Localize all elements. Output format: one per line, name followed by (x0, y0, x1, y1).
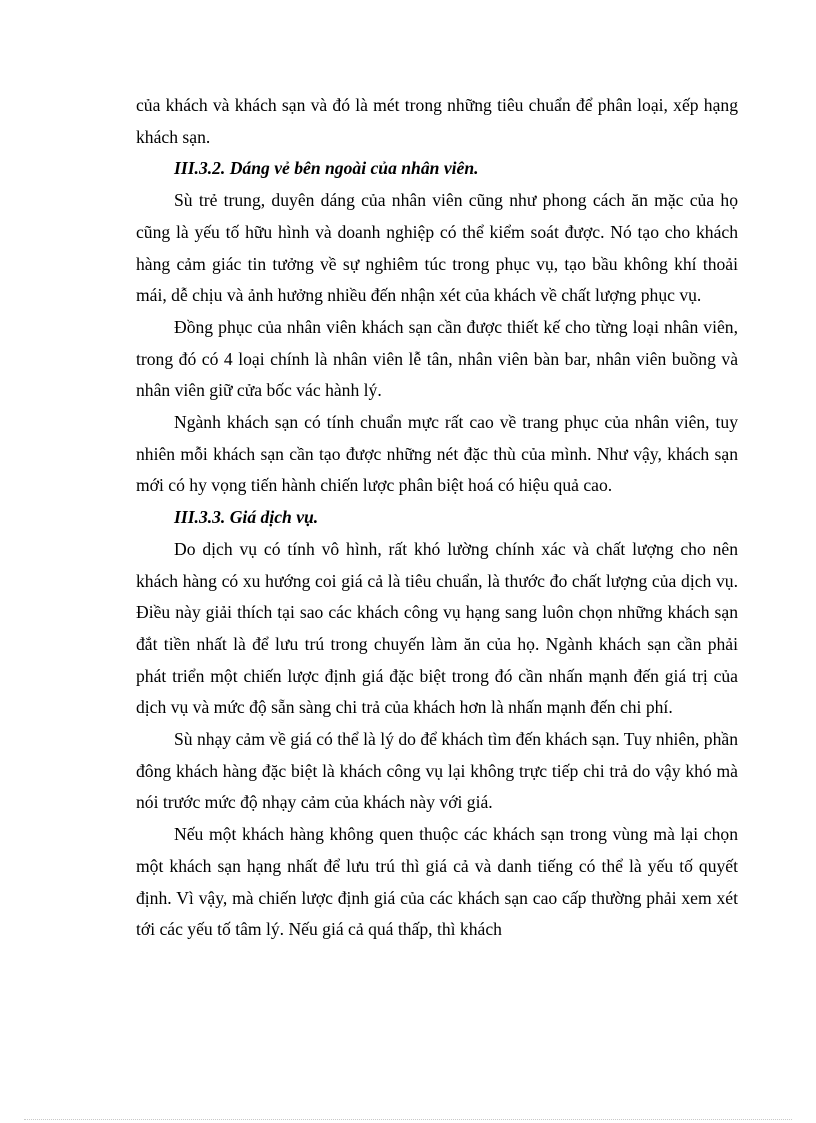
section-heading-3-3: III.3.3. Giá dịch vụ. (174, 507, 319, 528)
document-page (136, 90, 738, 946)
paragraph: Do dịch vụ có tính vô hình, rất khó lường chính xác và chất lượng cho nên khách hàng có xu hướng coi giá cả là tiêu chuẩn, là thước đo chất lượng của dịch vụ. Điều này giải thích tại sao các khách công vụ hạng sang luôn chọn những khách sạn đắt tiền nhất là để lưu trú trong chuyến làm ăn của họ. Ngành khách sạn cần phải phát triển một chiến lược định giá đặc biệt trong đó cần nhấn mạnh đến giá trị của dịch vụ và mức độ sẵn sàng chi trả của khách hơn là nhấn mạnh đến chi phí. (136, 538, 738, 718)
paragraph-continuation: của khách và khách sạn và đó là mét trong những tiêu chuẩn để phân loại, xếp hạng khách sạn. (136, 95, 738, 147)
paragraph: Ngành khách sạn có tính chuẩn mực rất cao về trang phục của nhân viên, tuy nhiên mỗi khách sạn cần tạo được những nét đặc thù của mình. Như vậy, khách sạn mới có hy vọng tiến hành chiến lược phân biệt hoá có hiệu quả cao. (136, 412, 738, 496)
paragraph: Sù trẻ trung, duyên dáng của nhân viên cũng như phong cách ăn mặc của họ cũng là yếu tố hữu hình và doanh nghiệp có thể kiểm soát được. Nó tạo cho khách hàng cảm giác tin tưởng về sự nghiêm túc trong phục vụ, tạo bầu không khí thoải mái, dễ chịu và ảnh hưởng nhiều đến nhận xét của khách về chất lượng phục vụ. (136, 190, 738, 306)
section-heading-3-2: III.3.2. Dáng vẻ bên ngoài của nhân viên. (174, 158, 479, 179)
page-bottom-divider (24, 1119, 792, 1120)
paragraph: Nếu một khách hàng không quen thuộc các khách sạn trong vùng mà lại chọn một khách sạn hạng nhất để lưu trú thì giá cả và danh tiếng có thể là yếu tố quyết định. Vì vậy, mà chiến lược định giá của các khách sạn cao cấp thường phải xem xét tới các yếu tố tâm lý. Nếu giá cả quá thấp, thì khách (136, 824, 738, 940)
paragraph: Sù nhạy cảm về giá có thể là lý do để khách tìm đến khách sạn. Tuy nhiên, phần đông khách hàng đặc biệt là khách công vụ lại không trực tiếp chi trả do vậy khó mà nói trước mức độ nhạy cảm của khách này với giá. (136, 729, 738, 813)
paragraph: Đồng phục của nhân viên khách sạn cần được thiết kế cho từng loại nhân viên, trong đó có 4 loại chính là nhân viên lễ tân, nhân viên bàn bar, nhân viên buồng và nhân viên giữ cửa bốc vác hành lý. (136, 316, 738, 401)
